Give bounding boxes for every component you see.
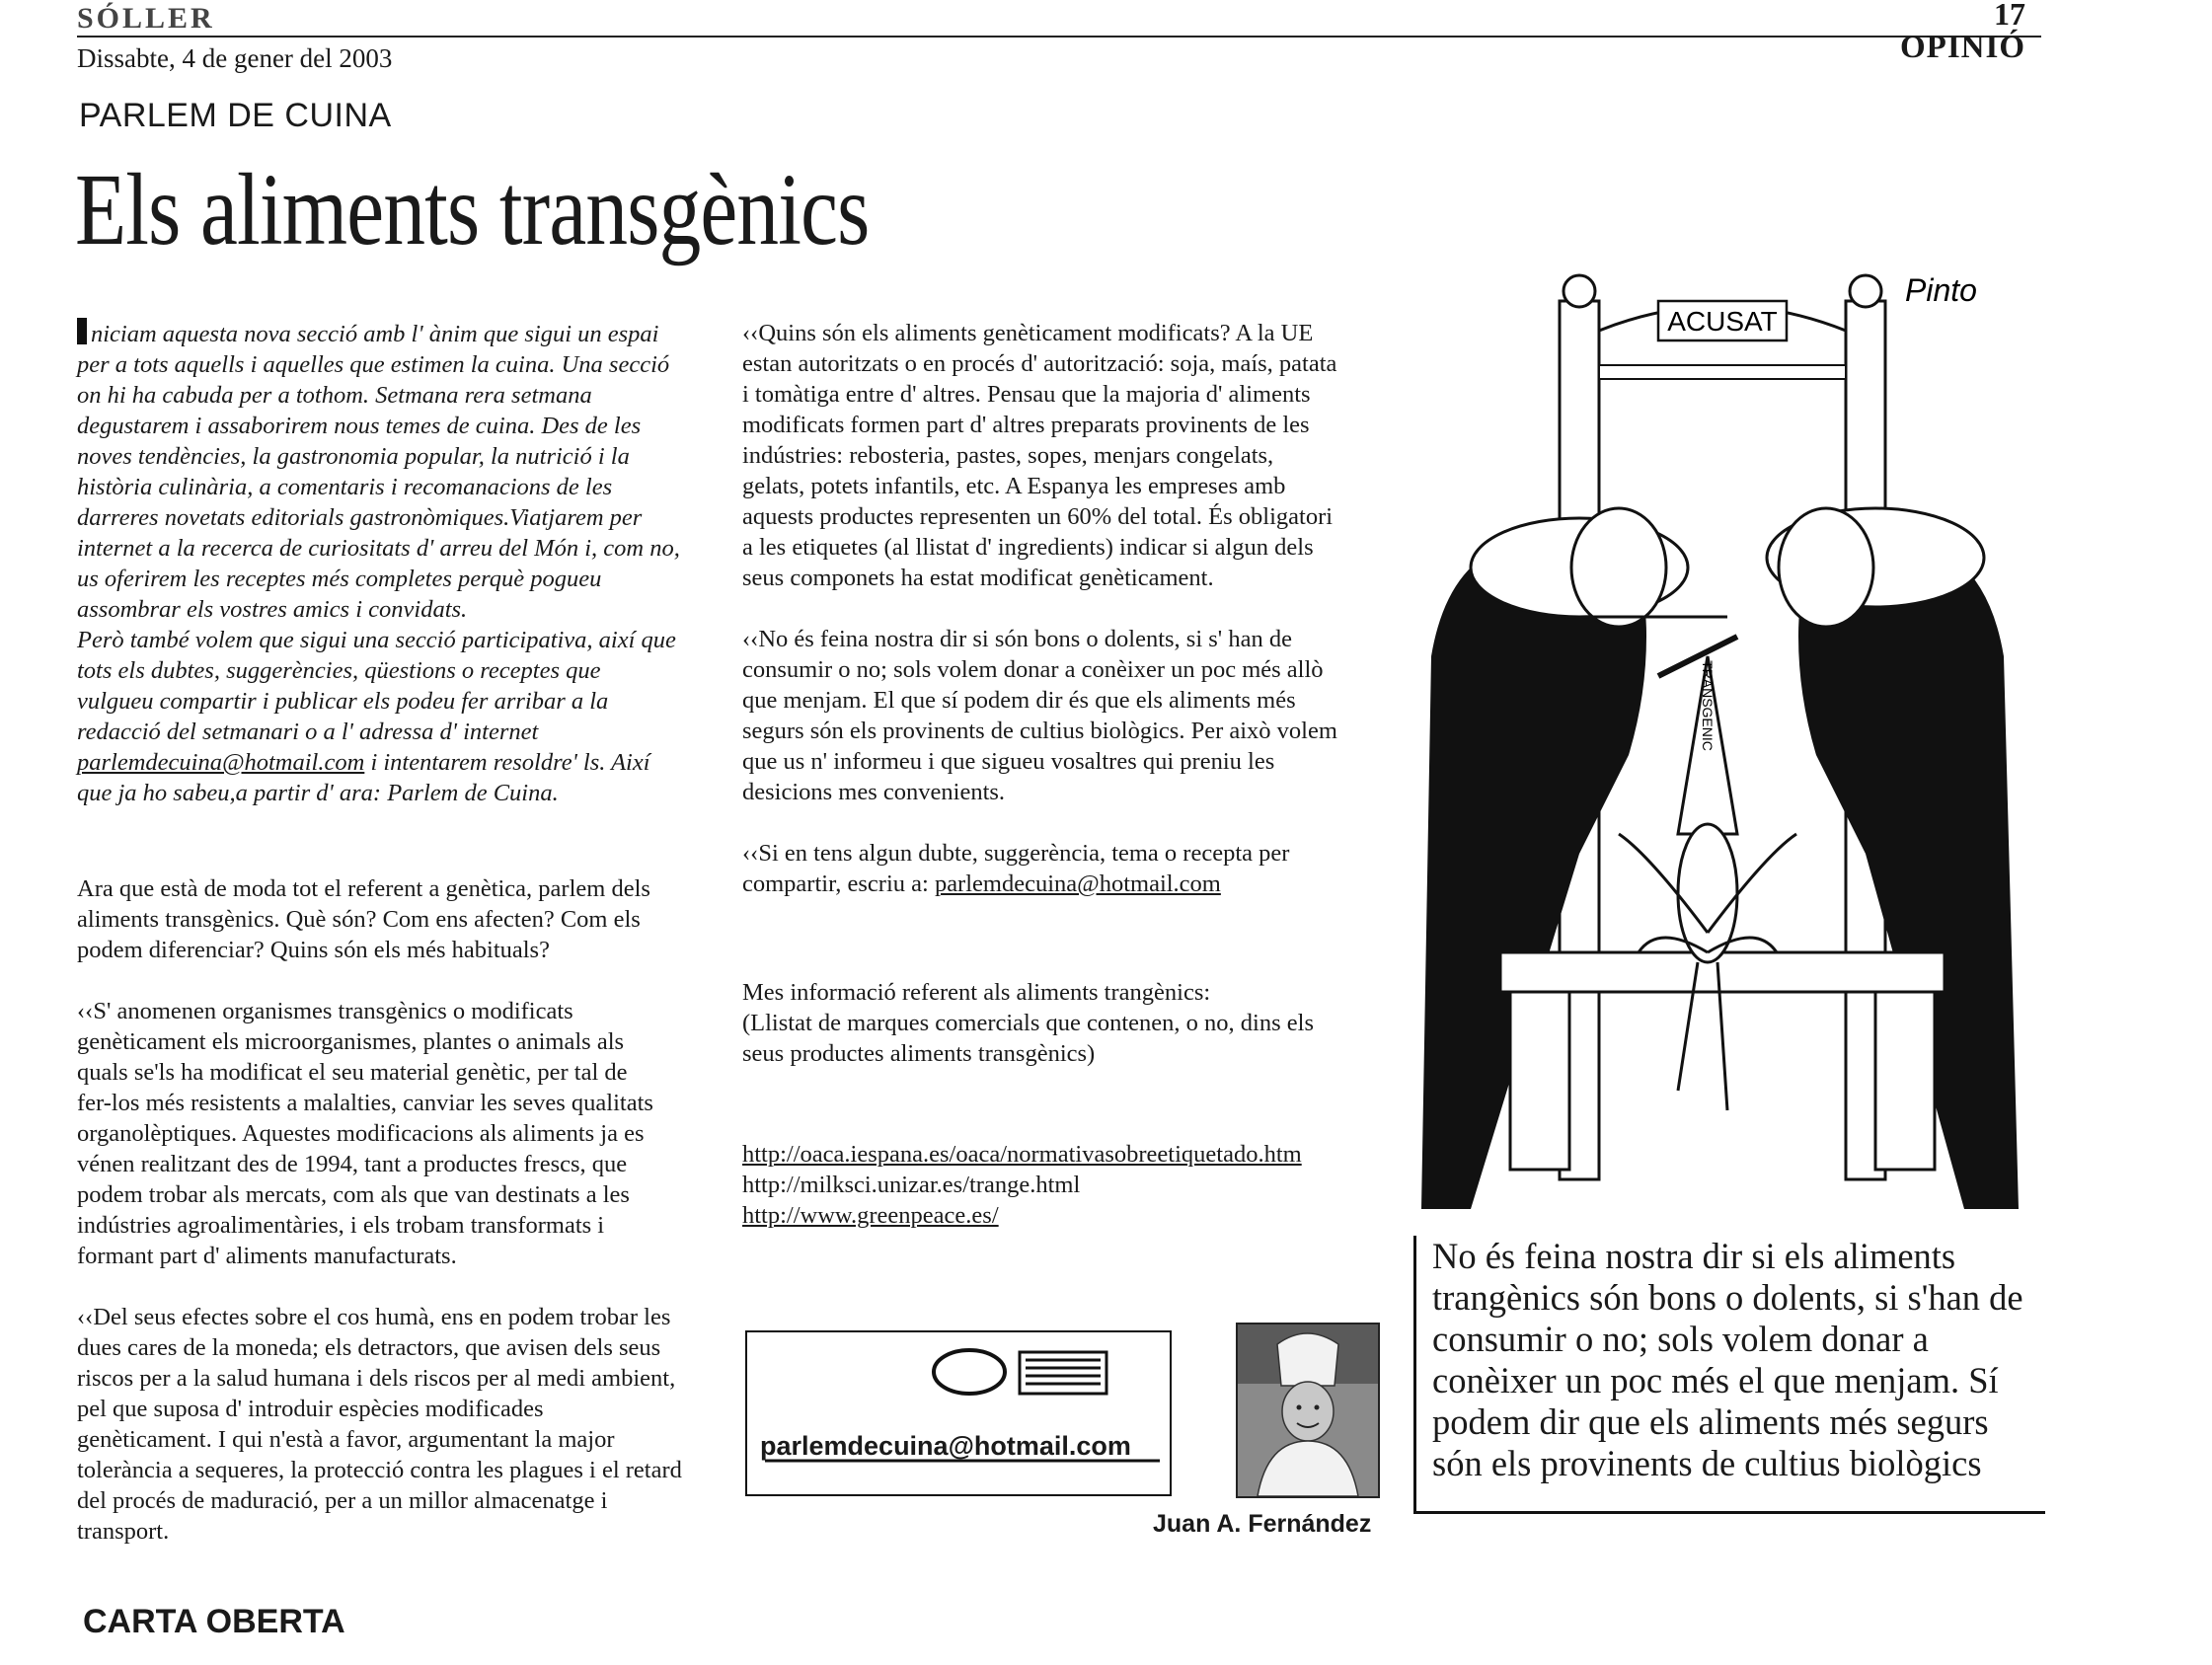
text-line: genèticament. I qui n'està a favor, argumentant la major (77, 1426, 615, 1453)
text-line: estan autoritzats o en procés d' autorització: soja, maís, patata (742, 350, 1337, 377)
paragraph-effects (77, 1302, 719, 1547)
text-line: gelats, potets infantils, etc. A Espanya les empreses amb (742, 473, 1286, 499)
text-line: indústries agroalimentàries, i els trobam transformats i (77, 1212, 605, 1239)
author-photo (1236, 1323, 1380, 1498)
text-line: seus componets ha estat modificat genèticament. (742, 565, 1214, 591)
article-column-1 (77, 318, 719, 1577)
text-line: que us n' informeu i que sigueu vosaltres qui preniu les (742, 748, 1275, 775)
envelope-icon (747, 1332, 1170, 1494)
pull-quote: No és feina nostra dir si els aliments trangènics són bons o dolents, si s'han de consumir o no; sols volem donar a conèixer un poc més el que menjam. Sí podem dir que els aliments més segurs són els provinents de cultius biològics (1413, 1236, 2045, 1514)
text-line: (Llistat de marques comercials que contenen, o no, dins els (742, 1010, 1314, 1036)
text-line: indústries: rebosteria, pastes, sopes, menjars congelats, (742, 442, 1274, 469)
intro-email-link[interactable]: parlemdecuina@hotmail.com (77, 749, 365, 776)
paragraph-contact (742, 838, 1394, 899)
more-info-block (742, 977, 1394, 1069)
paragraph-definition (77, 996, 719, 1271)
text-line: quals se'ls ha modificat el seu material genètic, per tal de (77, 1059, 628, 1086)
intro-line: niciam aquesta nova secció amb l' ànim que sigui un espai (91, 321, 659, 347)
text-line: riscos per a la salud humana i dels riscos per al medi ambient, (77, 1365, 676, 1392)
contact-email-link[interactable]: parlemdecuina@hotmail.com (934, 870, 1221, 897)
links-list (742, 1139, 1394, 1231)
text-line: ‹‹Del seus efectes sobre el cos humà, ens en podem trobar les (77, 1304, 671, 1330)
intro-line: tots els dubtes, suggerències, qüestions o receptes que (77, 657, 601, 684)
text-line: dues cares de la moneda; els detractors, que avisen dels seus (77, 1334, 661, 1361)
text-line: a les etiquetes (al llistat d' ingredients) indicar si algun dels (742, 534, 1314, 561)
judges-cartoon-illustration (1411, 242, 2023, 1214)
text-line: aliments transgènics. Què són? Com ens afecten? Com els (77, 906, 641, 933)
section-label: OPINIÓ (1900, 30, 2026, 65)
text-line: ‹‹S' anomenen organismes transgènics o modificats (77, 998, 573, 1024)
text-line: genèticament els microorganismes, plantes o animals als (77, 1028, 625, 1055)
text-line: vénen realitzant des de 1994, tant a productes frescs, que (77, 1151, 628, 1177)
text-line: aquests productes representen un 60% del total. És obligatori (742, 503, 1334, 530)
masthead-rule (77, 36, 2041, 38)
intro-paragraph (77, 318, 719, 808)
intro-line: redacció del setmanari o a l' adressa d' internet (77, 719, 539, 745)
page-number: 17 (1994, 0, 2025, 32)
intro-line: Però també volem que sigui una secció participativa, així que (77, 627, 676, 653)
next-section-heading: CARTA OBERTA (83, 1603, 345, 1640)
intro-line: que ja ho sabeu,a partir d' ara: Parlem de Cuina. (77, 780, 559, 806)
article-column-2 (742, 318, 1394, 1231)
paper-name: SÓLLER (77, 2, 215, 35)
link-greenpeace[interactable]: http://www.greenpeace.es/ (742, 1202, 999, 1229)
text-line: del procés de maduració, per a un millor almacenatge i (77, 1487, 608, 1514)
paragraph-not-our-job (742, 624, 1394, 807)
issue-date: Dissabte, 4 de gener del 2003 (77, 43, 393, 73)
article-headline: Els aliments transgènics (75, 153, 870, 266)
intro-line: degustarem i assaborirem nous temes de cuina. Des de les (77, 413, 642, 439)
text-line: ‹‹Quins són els aliments genèticament modificats? A la UE (742, 320, 1314, 346)
intro-line: per a tots aquells i aquelles que estimen la cuina. Una secció (77, 351, 670, 378)
text-line: ‹‹Si en tens algun dubte, suggerència, tema o recepta per (742, 840, 1290, 867)
paragraph-genetics (77, 873, 719, 965)
author-byline: Juan A. Fernández (1153, 1510, 1372, 1538)
text-line: consumir o no; sols volem donar a conèixer un poc més allò (742, 656, 1324, 683)
text-line: podem diferenciar? Quins són els més habituals? (77, 937, 550, 963)
drop-cap (77, 318, 87, 344)
text-line: desicions mes convenients. (742, 779, 1006, 805)
intro-line: us oferirem les receptes més completes perquè pogueu (77, 566, 602, 592)
text-line: seus productes aliments transgènics) (742, 1040, 1096, 1067)
courtroom-cartoon (1411, 242, 2023, 1214)
text-line: podem trobar als mercats, com als que van destinats a les (77, 1181, 630, 1208)
intro-line: vulgueu compartir i publicar els podeu fer arribar a la (77, 688, 609, 715)
text-line: segurs són els provinents de cultius biològics. Per això volem (742, 718, 1337, 744)
cartoon-sign-text: ACUSAT (1667, 306, 1778, 337)
intro-line: on hi ha cabuda per a tothom. Setmana rera setmana (77, 382, 592, 409)
cartoon-cone-text: TRANSGENIC (1700, 660, 1716, 751)
text-line: que menjam. El que sí podem dir és que els aliments més (742, 687, 1296, 714)
link-oaca[interactable]: http://oaca.iespana.es/oaca/normativasobreetiquetado.htm (742, 1141, 1302, 1168)
cartoon-signature: Pinto (1905, 272, 1977, 308)
text-line: Ara que està de moda tot el referent a genètica, parlem dels (77, 875, 650, 902)
text-line: transport. (77, 1518, 170, 1545)
paragraph-modified-foods (742, 318, 1394, 593)
text-line: Mes informació referent als aliments trangènics: (742, 979, 1211, 1006)
text-line: i tomàtiga entre d' altres. Pensau que la majoria d' aliments (742, 381, 1311, 408)
mailbox-email: parlemdecuina@hotmail.com (760, 1431, 1131, 1461)
text-line: formant part d' aliments manufacturats. (77, 1243, 457, 1269)
intro-line: assombrar els vostres amics i convidats. (77, 596, 468, 623)
text-line: pel que suposa d' introduir espècies modificades (77, 1396, 544, 1422)
text-line: modificats formen part d' altres preparats provinents de les (742, 412, 1310, 438)
email-graphic-box (745, 1330, 1172, 1496)
intro-line: història culinària, a comentaris i recomanacions de les (77, 474, 613, 500)
intro-line: noves tendències, la gastronomia popular, la nutrició i la (77, 443, 630, 470)
intro-line: internet a la recerca de curiositats d' arreu del Món i, com no, (77, 535, 680, 562)
text-line: fer-los més resistents a malalties, canviar les seves qualitats (77, 1090, 653, 1116)
text-line: ‹‹No és feina nostra dir si són bons o dolents, si s' han de (742, 626, 1292, 652)
text-line: organolèptiques. Aquestes modificacions als aliments ja es (77, 1120, 645, 1147)
intro-line: darreres novetats editorials gastronòmiques.Viatjarem per (77, 504, 643, 531)
chef-portrait-icon (1238, 1324, 1378, 1496)
intro-line: i intentarem resoldre' ls. Així (364, 749, 650, 776)
text-line: compartir, escriu a: (742, 870, 935, 897)
article-kicker: PARLEM DE CUINA (79, 97, 392, 134)
text-line: tolerància a sequeres, la protecció contra les plagues i el retard (77, 1457, 682, 1483)
link-milksci[interactable]: http://milksci.unizar.es/trange.html (742, 1172, 1081, 1198)
